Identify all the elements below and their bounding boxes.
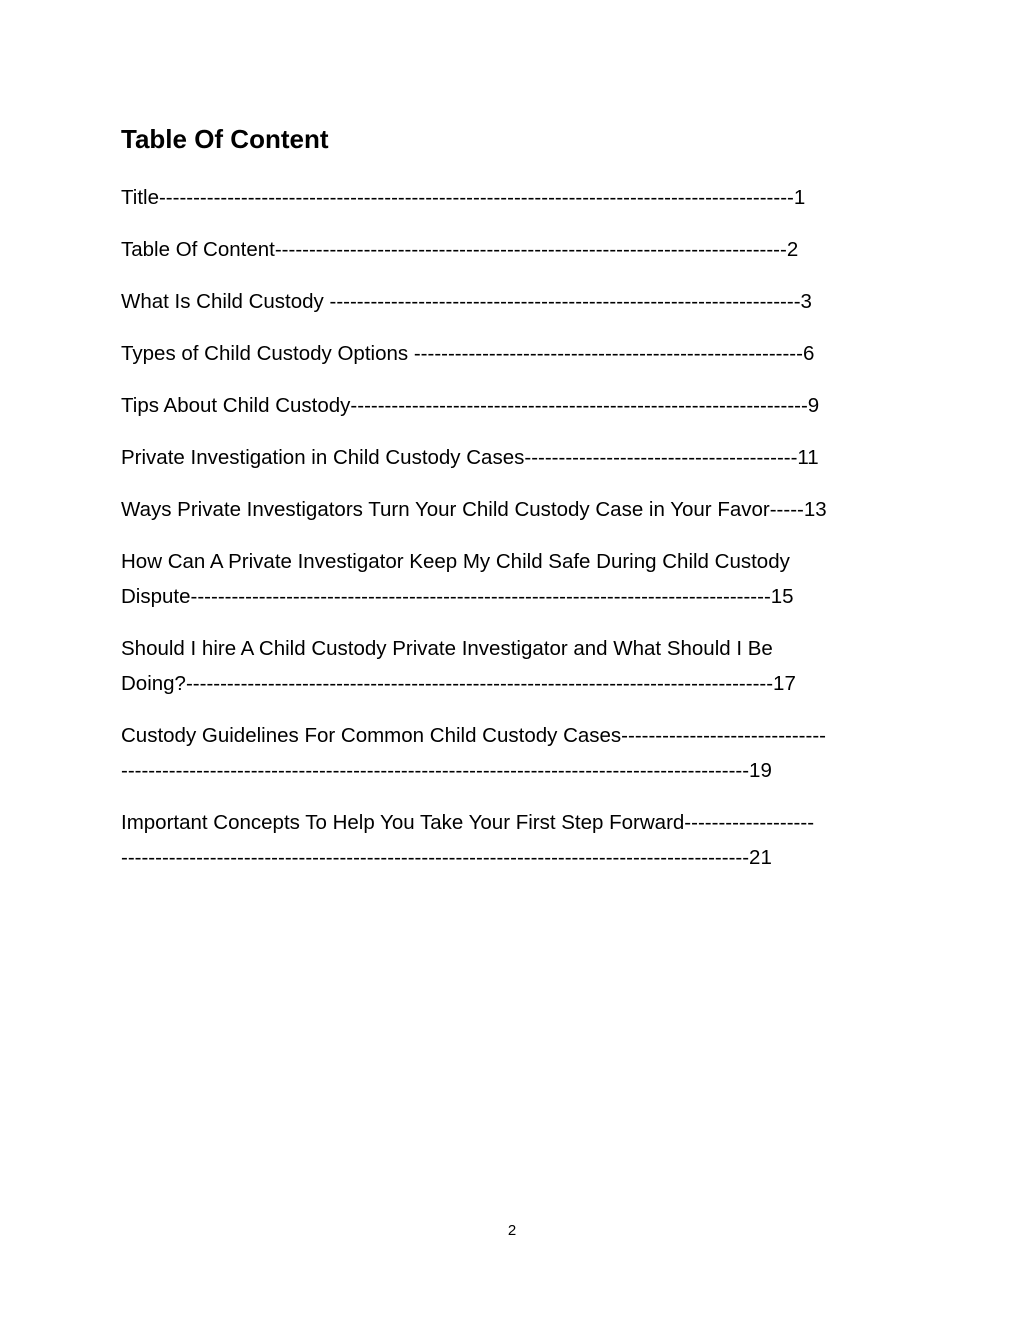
page-number: 2 bbox=[507, 1222, 517, 1239]
toc-entry-should-i-hire bbox=[121, 631, 911, 701]
toc-entry-line: Important Concepts To Help You Take Your First Step Forward------------------- bbox=[121, 811, 815, 834]
toc-entry-line: Should I hire A Child Custody Private Investigator and What Should I Be bbox=[121, 637, 773, 660]
toc-entry-line: How Can A Private Investigator Keep My Child Safe During Child Custody bbox=[121, 550, 790, 573]
toc-entry-line: Dispute-------------------------------------------------------------------------------------15 bbox=[121, 585, 794, 608]
toc-entry-line: Table Of Content---------------------------------------------------------------------------2 bbox=[121, 238, 799, 261]
toc-entry-line: Title---------------------------------------------------------------------------------------------1 bbox=[121, 186, 806, 209]
toc-entry-line: Tips About Child Custody-------------------------------------------------------------------9 bbox=[121, 394, 820, 417]
toc-entry-table-of-content bbox=[121, 232, 911, 267]
toc-entry-line: Private Investigation in Child Custody Cases----------------------------------------11 bbox=[121, 446, 819, 469]
toc-entry-line: Ways Private Investigators Turn Your Child Custody Case in Your Favor-----13 bbox=[121, 498, 827, 521]
toc-entry-line: Doing?--------------------------------------------------------------------------------------17 bbox=[121, 672, 796, 695]
toc-heading: Table Of Content bbox=[121, 124, 329, 154]
toc-entry-line: --------------------------------------------------------------------------------------------21 bbox=[121, 846, 772, 869]
toc-entry-title bbox=[121, 180, 911, 215]
toc-entry-ways-investigators bbox=[121, 492, 911, 527]
toc-entry-line: What Is Child Custody ---------------------------------------------------------------------3 bbox=[121, 290, 812, 313]
toc-list bbox=[121, 180, 911, 892]
toc-entry-keep-child-safe bbox=[121, 544, 911, 614]
toc-entry-line: Types of Child Custody Options ---------------------------------------------------------6 bbox=[121, 342, 815, 365]
toc-entry-types-of-custody bbox=[121, 336, 911, 371]
toc-entry-private-investigation bbox=[121, 440, 911, 475]
toc-entry-custody-guidelines bbox=[121, 718, 911, 788]
toc-entry-important-concepts bbox=[121, 805, 911, 875]
toc-entry-line: --------------------------------------------------------------------------------------------19 bbox=[121, 759, 772, 782]
toc-entry-line: Custody Guidelines For Common Child Custody Cases------------------------------ bbox=[121, 724, 826, 747]
toc-entry-what-is-child-custody bbox=[121, 284, 911, 319]
toc-entry-tips bbox=[121, 388, 911, 423]
